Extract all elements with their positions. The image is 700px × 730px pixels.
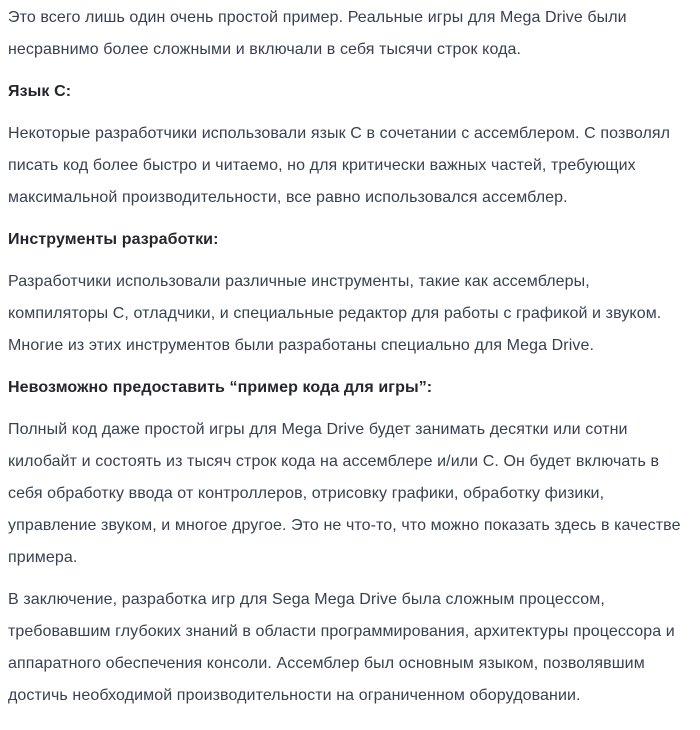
paragraph-intro: Это всего лишь один очень простой пример. Реальные игры для Mega Drive были несравнимо более сложными и включали в себя тысячи строк кода.: [8, 9, 627, 58]
paragraph-dev-tools: Разработчики использовали различные инструменты, такие как ассемблеры, компиляторы C, отладчики, и специальные редактор для работы с графикой и звуком. Многие из этих инструментов были разработаны специально для Mega Drive.: [8, 273, 662, 354]
paragraph-conclusion: В заключение, разработка игр для Sega Mega Drive была сложным процессом, требовавшим глубоких знаний в области программирования, архитектуры процессора и аппаратного обеспечения консоли. Ассемблер был основным языком, позволявшим достичь необходимой производительности на ограниченном оборудовании.: [8, 591, 675, 704]
paragraph-c-language: Некоторые разработчики использовали язык C в сочетании с ассемблером. C позволял писать код более быстро и читаемо, но для критически важных частей, требующих максимальной производительности, все равно использовался ассемблер.: [8, 125, 671, 206]
paragraph-no-code-example: Полный код даже простой игры для Mega Drive будет занимать десятки или сотни килобайт и состоять из тысяч строк кода на ассемблере и/или C. Он будет включать в себя обработку ввода от контроллеров, отрисовку графики, обработку физики, управление звуком, и многое другое. Это не что-то, что можно показать здесь в качестве примера.: [8, 421, 681, 566]
section-heading-c-language: Язык C:: [8, 83, 72, 100]
section-heading-no-code-example: Невозможно предоставить “пример кода для игры”:: [8, 379, 433, 396]
section-heading-dev-tools: Инструменты разработки:: [8, 231, 219, 248]
